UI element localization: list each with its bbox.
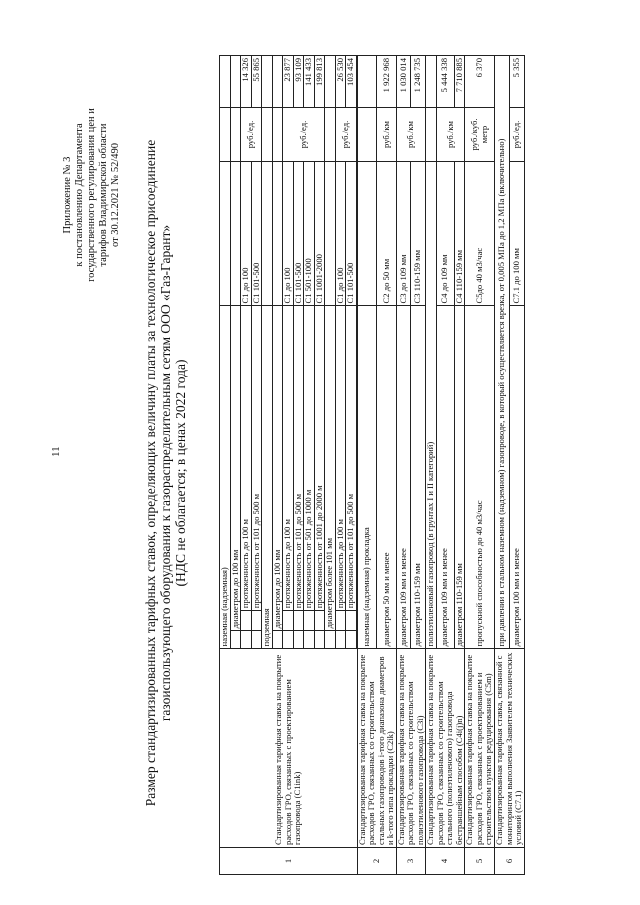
title-line: газоиспользующего оборудования к газораспределительным сетям ООО «Газ-Гарант» (158, 224, 173, 722)
unit: руб./ед. (509, 107, 524, 161)
capacity-group: пропускной способностью до 40 м3/час (465, 306, 495, 649)
appendix-line: государственного регулирования цен и (86, 108, 97, 282)
rate-code: С4 110-159 мм (454, 162, 465, 306)
length-range: протяженность от 101 до 500 м (346, 306, 357, 611)
appendix-header (62, 45, 122, 345)
laying-type: подземная (262, 306, 273, 649)
laying-type: полиэтиленовый газопровод (в грунтах I и II категорий) (426, 162, 437, 649)
length-range: протяженность до 100 м (241, 306, 252, 611)
rate-description: Стандартизированная тарифная ставка, связанной с мониторингом выполнения Заявителем технических условий (C7.1) (495, 649, 525, 848)
table-row (220, 56, 231, 875)
row-number: 1 (220, 847, 358, 874)
table-row (357, 56, 377, 875)
diameter-group: диаметром до 100 мм (272, 306, 283, 631)
rate-code: С7.1 до 100 мм (509, 162, 524, 306)
row-number: 2 (357, 847, 396, 874)
rate-code: С4 до 109 мм (436, 162, 454, 306)
rate-value: 199 813 (314, 56, 325, 108)
rate-description: Стандартизированная тарифная ставка на покрытие расходов ГРО, связанных со строительством стальных газопроводов i-того диапазона диаметров и k-того типа прокладки (C2ik) (357, 649, 396, 848)
rate-description: Стандартизированная тарифная ставка на покрытие расходов ГРО, связанных с проектированием газопровода (C1ink) (220, 649, 358, 848)
rate-code: С5до 40 м3/час (465, 162, 495, 306)
diameter-group: диаметром 110-159 мм (454, 306, 465, 649)
unit: руб./км (436, 107, 465, 161)
appendix-line: от 30.12.2021 № 52/490 (110, 143, 121, 248)
rate-value: 1 248 735 (411, 56, 426, 108)
appendix-line: Приложение № 3 (62, 156, 73, 234)
diameter-group: диаметром более 101 мм (325, 306, 336, 631)
rate-value: 23 877 (283, 56, 294, 108)
laying-type: наземная (надземная) прокладка (357, 306, 377, 649)
length-range: протяженность до 100 м (283, 306, 294, 611)
row-number: 5 (465, 847, 495, 874)
rate-code: С1 101-500 (293, 162, 304, 306)
rate-code: С1 501-1000 (304, 162, 315, 306)
length-range: протяженность до 100 м (335, 306, 346, 611)
rate-value: 26 530 (335, 56, 346, 108)
title-line: (НДС не облагается; в ценах 2022 года) (173, 359, 188, 587)
rate-value: 141 433 (304, 56, 315, 108)
rate-value: 103 454 (346, 56, 357, 108)
unit: руб./ед. (241, 107, 262, 161)
rate-code: С3 до 109 мм (396, 162, 411, 306)
tariff-table (219, 55, 525, 875)
appendix-line: к постановлению Департамента (74, 123, 85, 267)
rate-value: 93 109 (293, 56, 304, 108)
rate-value: 1 030 014 (396, 56, 411, 108)
unit: руб./куб. метр (465, 107, 495, 161)
rate-value: 6 370 (465, 56, 495, 108)
table-row (396, 56, 411, 875)
title-line: Размер стандартизированных тарифных ставок, определяющих величину платы за технологическое присоединение (143, 139, 158, 807)
rate-value: 5 444 338 (436, 56, 454, 108)
diameter-group: диаметром 110-159 мм (411, 306, 426, 649)
appendix-line: тарифов Владимирской области (98, 123, 109, 267)
rate-value: 5 355 (509, 56, 524, 108)
unit: руб./км (377, 107, 397, 161)
rate-description: Стандартизированная тарифная ставка на покрытие расходов ГРО, связанных со строительством стального (полиэтиленового) газопровода бестраншейным способом (C4i(j)n) (426, 649, 465, 848)
length-range: протяженность от 101 до 500 м (293, 306, 304, 611)
rate-description: Стандартизированная тарифная ставка на покрытие расходов ГРО, связанных со строительством полиэтиленового газопровода (C3i) (396, 649, 426, 848)
diameter-group: диаметром до 100 мм (230, 306, 241, 631)
rate-code: С2 до 50 мм (377, 162, 397, 306)
length-range: протяженность от 101 до 500 м (251, 306, 262, 611)
rate-code: С1 до 100 (283, 162, 294, 306)
length-range: протяженность от 1001 до 2000 м (314, 306, 325, 611)
laying-type: наземная (надземная) (220, 306, 231, 649)
row-number: 4 (426, 847, 465, 874)
table-row (426, 56, 437, 875)
pressure-group: при давлении в стальном наземном (надземном) газопроводе, в который осуществляется врезка, от 0,005 МПа до 1,2 МПа (включительно) (495, 56, 510, 649)
rate-value: 55 865 (251, 56, 262, 108)
rate-code: С1 101-500 (346, 162, 357, 306)
diameter-group: диаметром 100 мм и менее (509, 306, 524, 649)
diameter-group: диаметром 109 мм и менее (436, 306, 454, 649)
rate-value: 7 710 885 (454, 56, 465, 108)
rate-value: 14 326 (241, 56, 252, 108)
row-number: 6 (495, 847, 525, 874)
table-row (495, 56, 510, 875)
length-range: протяженность от 501 до 1000 м (304, 306, 315, 611)
diameter-group: диаметром 109 мм и менее (396, 306, 411, 649)
rate-code: С3 110-159 мм (411, 162, 426, 306)
rate-value: 1 922 968 (377, 56, 397, 108)
page-number: 11 (50, 446, 62, 457)
unit: руб./км (396, 107, 426, 161)
diameter-group: диаметром 50 мм и менее (377, 306, 397, 649)
unit: руб./ед. (335, 107, 356, 161)
rate-code: С1 1001-2000 (314, 162, 325, 306)
rate-code: С1 до 100 (241, 162, 252, 306)
document-title (143, 93, 188, 853)
row-number: 3 (396, 847, 426, 874)
rate-description: Стандартизированная тарифная ставка на покрытие расходов ГРО, связанных с проектированием и строительством пунктов редуцирования (C5m) (465, 649, 495, 848)
unit: руб./ед. (283, 107, 325, 161)
rate-code: С1 до 100 (335, 162, 346, 306)
rate-code: С1 101-500 (251, 162, 262, 306)
table-row (465, 56, 495, 875)
